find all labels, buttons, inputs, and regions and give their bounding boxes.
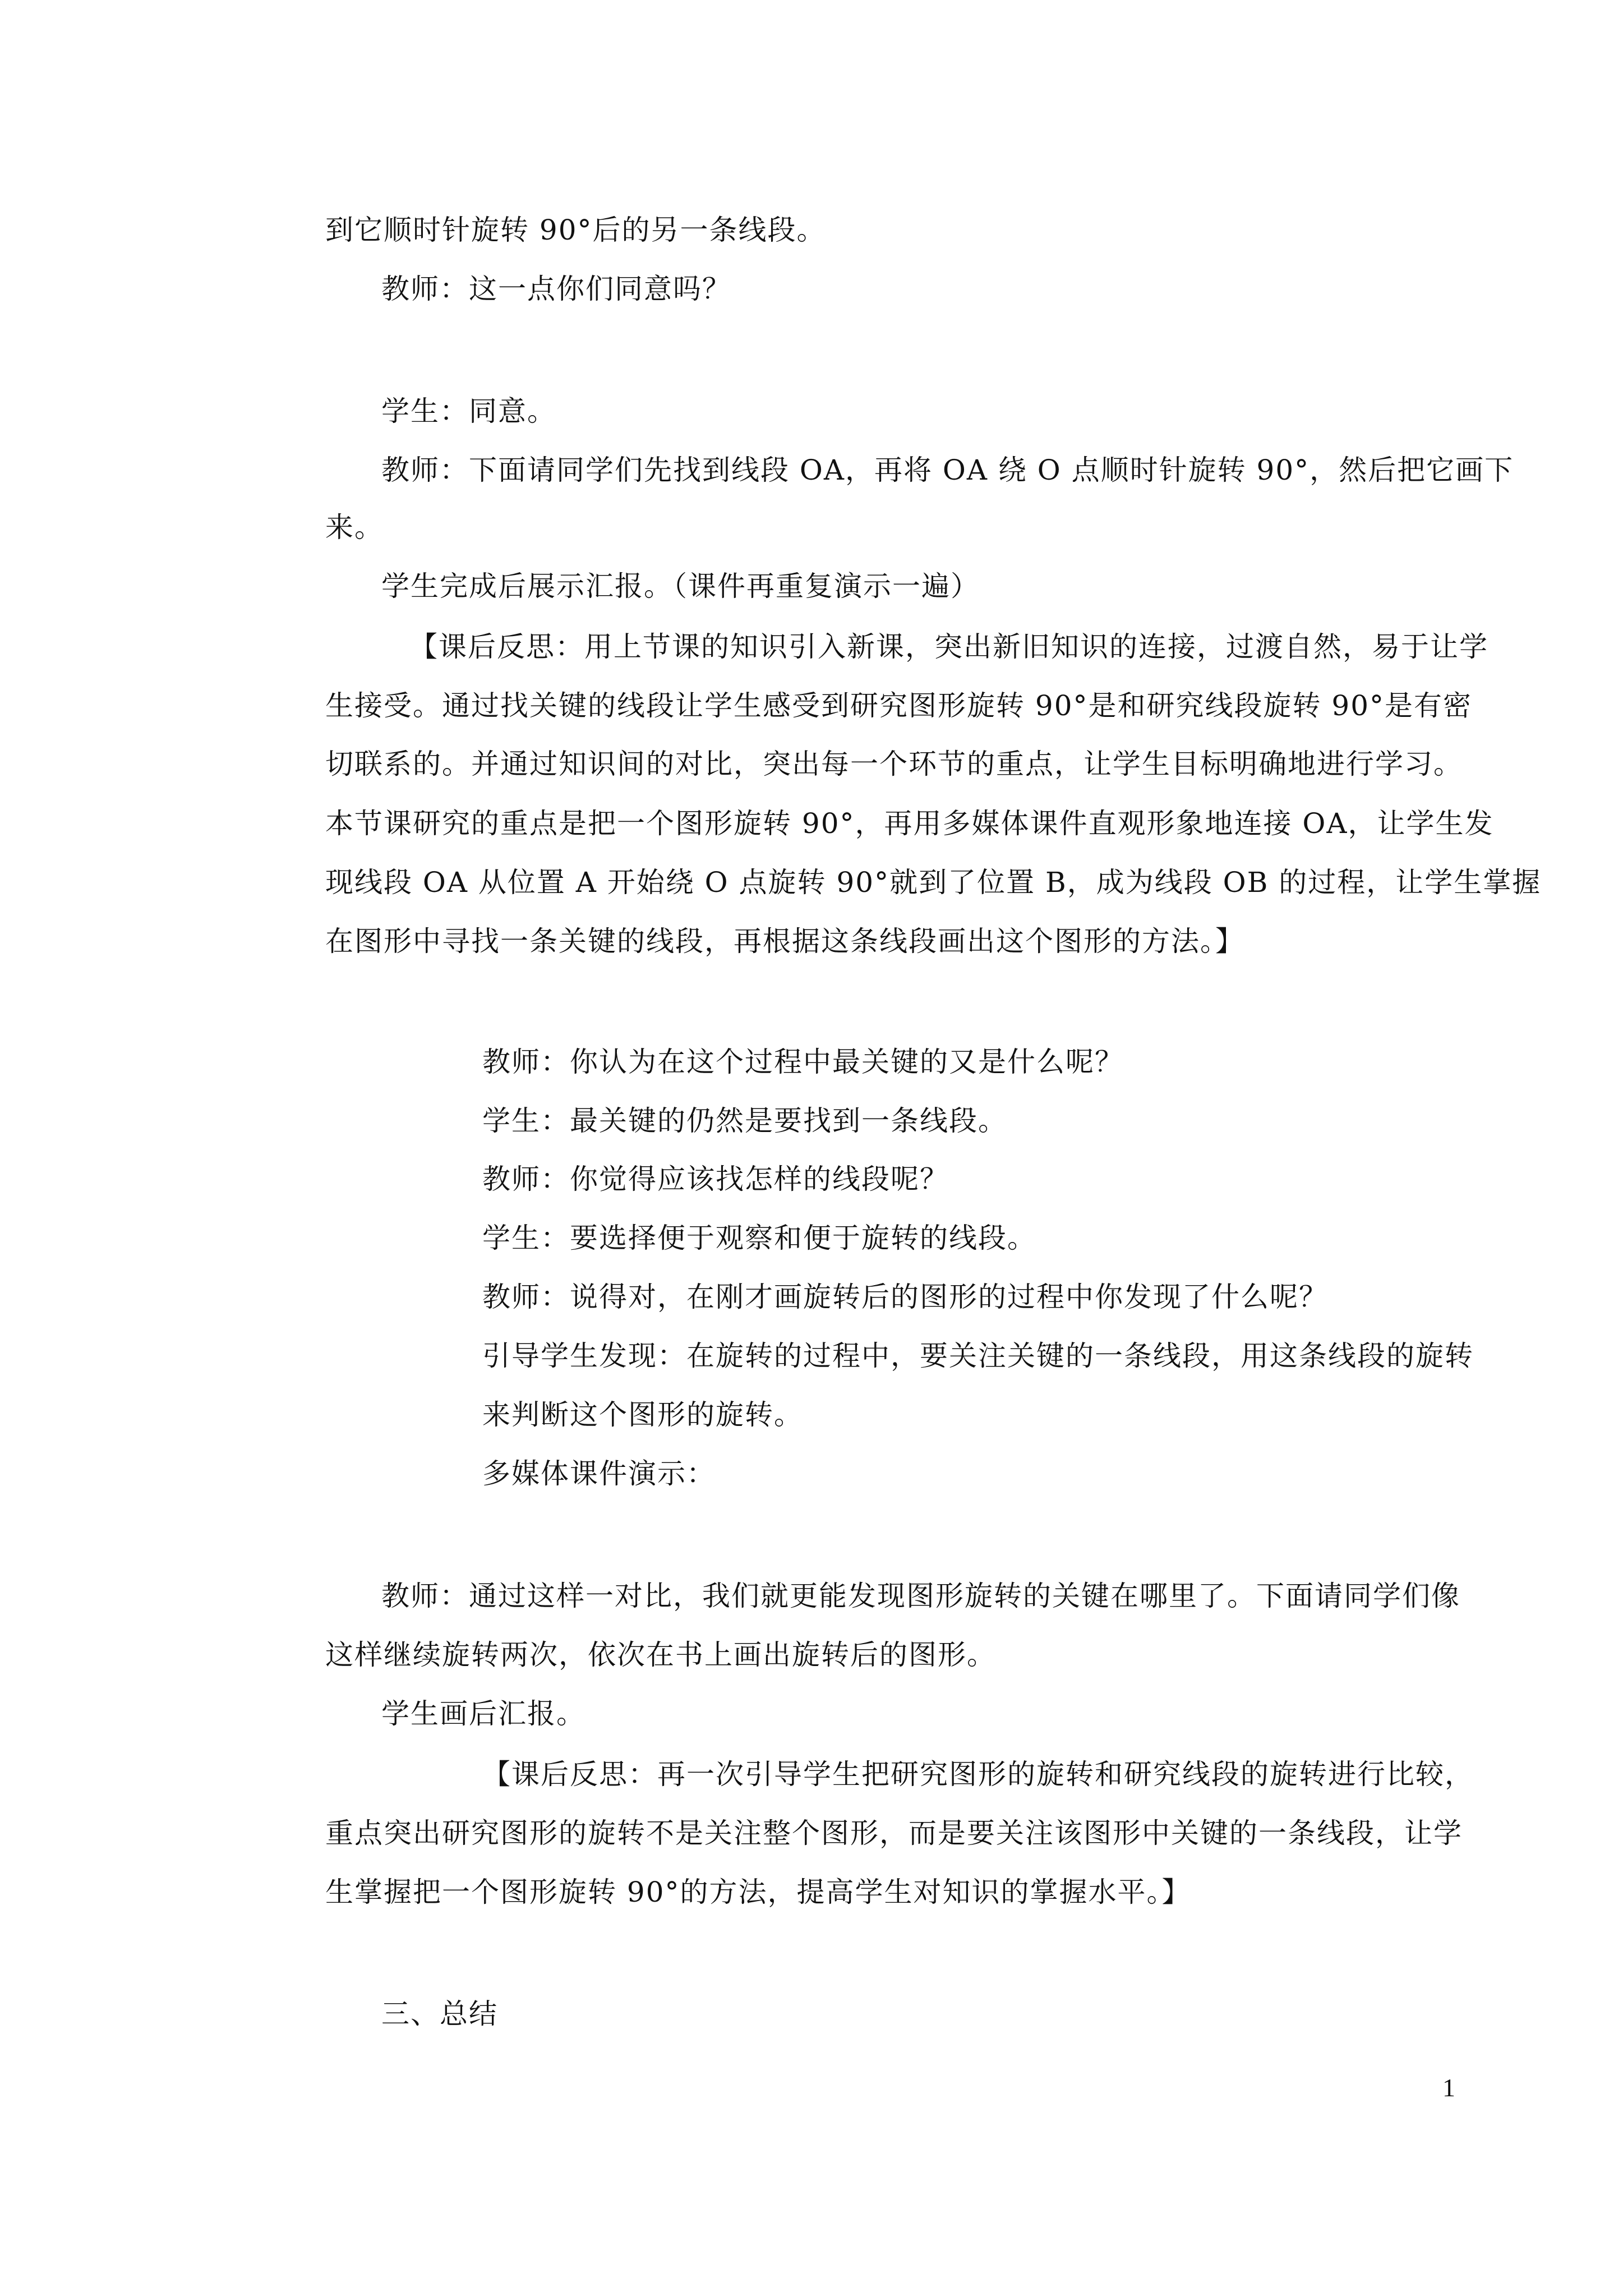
- text-line: 引导学生发现：在旋转的过程中，要关注关键的一条线段，用这条线段的旋转: [482, 1340, 1474, 1372]
- text-line: 到它顺时针旋转 90°后的另一条线段。: [325, 214, 826, 246]
- text-line: 学生画后汇报。: [381, 1697, 585, 1730]
- text-line: 来判断这个图形的旋转。: [482, 1398, 803, 1431]
- text-line: 来。: [325, 511, 384, 544]
- text-line: 学生完成后展示汇报。（课件再重复演示一遍）: [381, 570, 980, 602]
- reflection-line: 【课后反思：再一次引导学生把研究图形的旋转和研究线段的旋转进行比较，: [482, 1758, 1474, 1791]
- text-line: 教师：说得对，在刚才画旋转后的图形的过程中你发现了什么呢？: [482, 1281, 1328, 1313]
- text-line: 教师：通过这样一对比，我们就更能发现图形旋转的关键在哪里了。下面请同学们像: [381, 1580, 1460, 1612]
- reflection-line: 现线段 OA 从位置 A 开始绕 O 点旋转 90°就到了位置 B，成为线段 OB 的过程，让学生掌握: [325, 866, 1542, 899]
- reflection-line: 生掌握把一个图形旋转 90°的方法，提高学生对知识的掌握水平。】: [325, 1876, 1191, 1908]
- text-line: 教师：你觉得应该找怎样的线段呢？: [482, 1163, 949, 1195]
- text-line: 学生：最关键的仍然是要找到一条线段。: [482, 1105, 1007, 1137]
- text-line: 这样继续旋转两次，依次在书上画出旋转后的图形。: [325, 1639, 996, 1671]
- section-heading: 三、总结: [381, 1998, 498, 2030]
- reflection-line: 本节课研究的重点是把一个图形旋转 90°，再用多媒体课件直观形象地连接 OA，让学生发: [325, 807, 1494, 840]
- text-line: 教师：这一点你们同意吗？: [381, 273, 731, 305]
- text-line: 学生：要选择便于观察和便于旋转的线段。: [482, 1222, 1036, 1254]
- text-line: 教师：你认为在这个过程中最关键的又是什么呢？: [482, 1046, 1124, 1078]
- reflection-line: 切联系的。并通过知识间的对比，突出每一个环节的重点，让学生目标明确地进行学习。: [325, 748, 1463, 780]
- reflection-line: 生接受。通过找关键的线段让学生感受到研究图形旋转 90°是和研究线段旋转 90°是有密: [325, 689, 1473, 722]
- text-line: 学生：同意。: [381, 395, 556, 427]
- page-number: 1: [1442, 2073, 1455, 2102]
- text-line: 多媒体课件演示：: [482, 1457, 716, 1490]
- reflection-line: 重点突出研究图形的旋转不是关注整个图形，而是要关注该图形中关键的一条线段，让学: [325, 1817, 1463, 1849]
- reflection-line: 【课后反思：用上节课的知识引入新课，突出新旧知识的连接，过渡自然，易于让学: [409, 631, 1488, 663]
- reflection-line: 在图形中寻找一条关键的线段，再根据这条线段画出这个图形的方法。】: [325, 925, 1244, 958]
- text-line: 教师：下面请同学们先找到线段 OA，再将 OA 绕 O 点顺时针旋转 90°，然后把它画下: [381, 454, 1514, 486]
